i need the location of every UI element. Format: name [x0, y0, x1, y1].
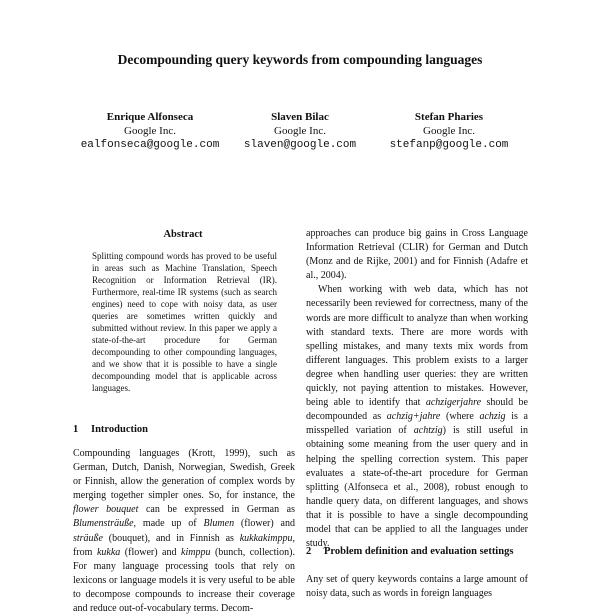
- italic-term: achzigerjahre: [425, 397, 482, 409]
- body-paragraph: Any set of query keywords contains a large amount of noisy data, such as words in foreign languages: [306, 574, 528, 600]
- author-name: Slaven Bilac: [271, 111, 329, 123]
- section-heading: [73, 423, 148, 437]
- italic-term: kukka: [96, 546, 121, 558]
- author-affiliation: Google Inc.: [124, 125, 176, 137]
- author-affiliation: Google Inc.: [423, 125, 475, 137]
- body-paragraph: approaches can produce big gains in Cross Language Information Retrieval (CLIR) for German and Dutch (Monz and de Rijke, 2001) and for Finnish (Adafre et al., 2004).: [306, 228, 528, 282]
- section-number: 1: [73, 424, 79, 435]
- body-paragraph: [306, 283, 528, 551]
- text-run: (flower) and: [120, 546, 181, 558]
- text-run: can be expressed in German as: [138, 504, 295, 516]
- author-name: Stefan Pharies: [414, 111, 484, 123]
- section-title: Problem definition and evaluation settings: [324, 546, 514, 557]
- italic-term: achzig+jahre: [386, 411, 441, 423]
- text-run: , made up of: [133, 518, 204, 530]
- text-run: , from: [73, 532, 295, 558]
- text-run: (flower) and: [234, 518, 295, 530]
- text-run: Compounding languages (Krott, 1999), such as German, Dutch, Danish, Norwegian, Swedish, Greek or Finnish, allow the generation of complex words by merging together simpler ones. So, for instance, the: [73, 448, 295, 502]
- text-run: (where: [440, 411, 480, 423]
- italic-term: achzig: [479, 411, 506, 423]
- italic-term: Blumensträuße: [73, 518, 134, 530]
- italic-term: kukkakimppu: [239, 532, 293, 544]
- section-title: Introduction: [91, 424, 148, 435]
- abstract-text: Splitting compound words has proved to be useful in areas such as Machine Translation, Speech Recognition or Information Retrieval (IR). Furthermore, real-time IR systems (such as search engines) need to cope with noisy data, as user queries are sometimes written quickly and submitted without review. In this paper we apply a state-of-the-art procedure for German decompounding to other compounding languages, and we show that it is possible to have a single decompounding model that is applicable across languages.: [92, 251, 277, 393]
- paper-title: Decompounding query keywords from compounding languages: [117, 52, 483, 67]
- text-run: When working with web data, which has not necessarily been reviewed for correctness, many of the words are more difficult to analyze than when working with standard texts. There are more words with spelling mistakes, and many texts mix words from different languages. This problem exists to a larger degree when handling user queries: they are written quickly, not paying attention to mistakes. However, being able to identify that: [306, 284, 528, 409]
- intro-paragraph: [73, 447, 295, 616]
- abstract-heading: Abstract: [163, 229, 203, 240]
- author-email: slaven@google.com: [243, 139, 357, 151]
- intro-column: [73, 447, 295, 616]
- section-number: 2: [306, 546, 312, 557]
- text-run: (bunch, collection). For many language processing tools that rely on lexicons or language models it is very useful to be able to decompose compounds to increase their coverage and reduce out-of-vocabulary terms. Decom-: [73, 546, 295, 615]
- author-email: ealfonseca@google.com: [80, 139, 220, 151]
- text-run: (bouquet), and in Finnish as: [103, 532, 240, 544]
- text-run: should be decompounded as: [306, 397, 528, 423]
- italic-term: flower bouquet: [73, 504, 139, 516]
- italic-term: sträuße: [73, 532, 103, 544]
- text-run: ) is still useful in obtaining some meaning from the user query and in helping the spelling correction system. This paper evaluates a state-of-the-art procedure for German splitting (Alfonseca et al., 2008), robust enough to handle query data, on different languages, and shows that it is possible to have a single decompounding model that can be applied to all the languages under study.: [306, 425, 528, 550]
- section-heading: [306, 545, 536, 559]
- section2-column: [306, 573, 528, 601]
- italic-term: Blumen: [203, 518, 235, 530]
- author-block: [359, 110, 539, 152]
- author-name: Enrique Alfonseca: [106, 111, 194, 123]
- italic-term: achtzig: [413, 425, 443, 437]
- right-column: [306, 227, 528, 551]
- author-affiliation: Google Inc.: [274, 125, 326, 137]
- author-email: stefanp@google.com: [389, 139, 509, 151]
- italic-term: kimppu: [181, 546, 211, 558]
- text-run: is a misspelled variation of: [306, 411, 528, 437]
